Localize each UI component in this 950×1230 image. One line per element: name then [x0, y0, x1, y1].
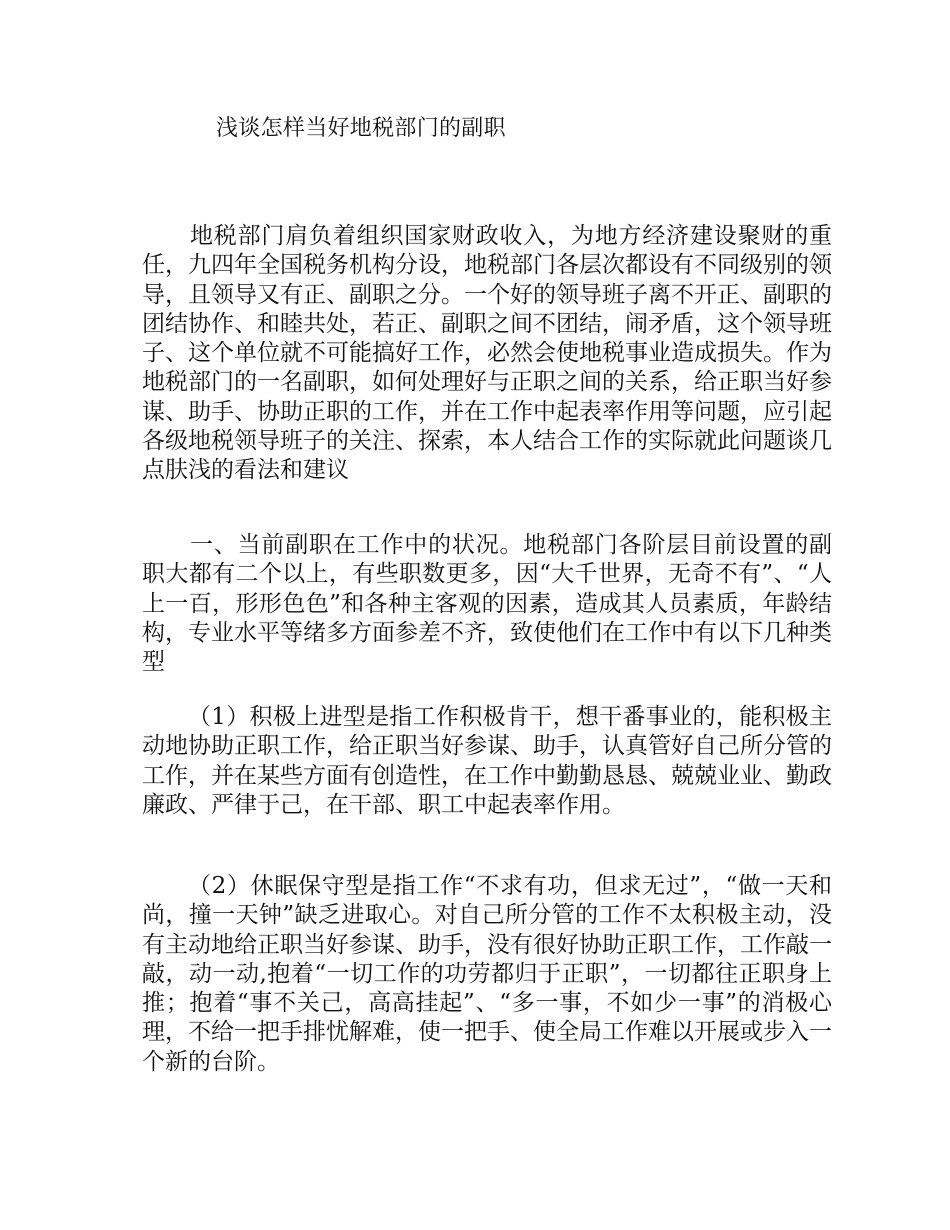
paragraph-intro: 地税部门肩负着组织国家财政收入，为地方经济建设聚财的重任，九四年全国税务机构分设，地税部门各层次都设有不同级别的领导，且领导又有正、副职之分。一个好的领导班子离不开正、副职的团结协作、和睦共处，若正、副职之间不团结，闹矛盾，这个领导班子、这个单位就不可能搞好工作，必然会使地税事业造成损失。作为地税部门的一名副职，如何处理好与正职之间的关系，给正职当好参谋、助手、协助正职的工作，并在工作中起表率作用等问题，应引起各级地税领导班子的关注、探索，本人结合工作的实际就此问题谈几点肤浅的看法和建议 [142, 223, 832, 484]
paragraph-type-active: （1）积极上进型是指工作积极肯干，想干番事业的，能积极主动地协助正职工作，给正职当好参谋、助手，认真管好自己所分管的工作，并在某些方面有创造性，在工作中勤勤恳恳、兢兢业业、勤政廉政、严律于己，在干部、职工中起表率作用。 [142, 704, 832, 818]
paragraph-section-one: 一、当前副职在工作中的状况。地税部门各阶层目前设置的副职大都有二个以上，有些职数更多，因“大千世界，无奇不有”、“人上一百，形形色色”和各种主客观的因素，造成其人员素质，年龄结构，专业水平等绪多方面参差不齐，致使他们在工作中有以下几种类型 [142, 532, 832, 676]
document-title: 浅谈怎样当好地税部门的副职 [216, 116, 506, 141]
paragraph-type-conservative: （2）休眠保守型是指工作“不求有功，但求无过”，“做一天和尚，撞一天钟”缺乏进取心。对自己所分管的工作不太积极主动，没有主动地给正职当好参谋、助手，没有很好协助正职工作，工作敲一敲，动一动,抱着“一切工作的功劳都归于正职”，一切都往正职身上推；抱着“事不关己，高高挂起”、“多一事，不如少一事”的消极心理，不给一把手排忧解难，使一把手、使全局工作难以开展或步入一个新的台阶。 [142, 873, 832, 1075]
